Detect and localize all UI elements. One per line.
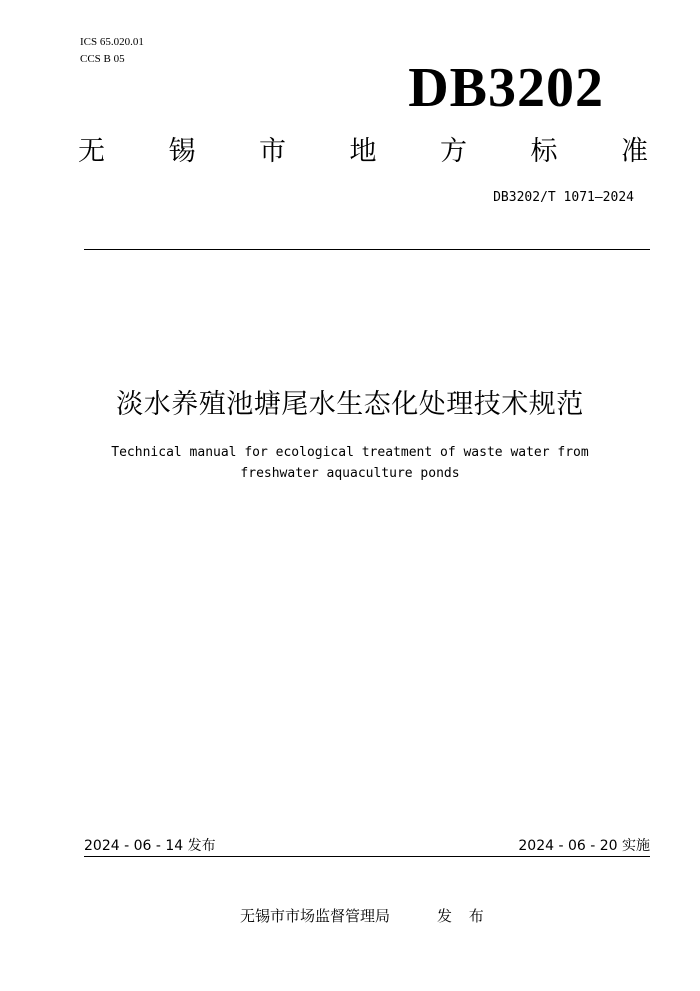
publisher: 无锡市市场监督管理局 [240, 907, 391, 925]
standard-type-char: 无 [78, 136, 105, 167]
standard-type-char: 准 [621, 136, 648, 167]
standard-type-char: 锡 [168, 136, 196, 167]
header-divider [84, 249, 650, 250]
issue-date: 2024 - 06 - 14 发布 [84, 838, 216, 854]
title-chinese: 淡水养殖池塘尾水生态化处理技术规范 [116, 389, 584, 420]
ccs-code: CCS B 05 [80, 53, 125, 65]
effective-date: 2024 - 06 - 20 实施 [518, 838, 650, 854]
ics-code: ICS 65.020.01 [80, 36, 144, 48]
standard-type-char: 标 [530, 136, 558, 167]
standard-number: DB3202/T 1071—2024 [493, 190, 634, 205]
footer-divider [84, 856, 650, 857]
standard-type-char: 方 [440, 136, 467, 167]
standard-type [78, 134, 648, 170]
classification-codes [80, 34, 144, 68]
title-english-line: Technical manual for ecological treatment of waste water from [111, 445, 589, 460]
title-english [100, 442, 600, 484]
publish-label: 发 布 [437, 907, 490, 925]
title-english-line: freshwater aquaculture ponds [240, 466, 460, 481]
standard-type-char: 市 [259, 136, 286, 167]
db-logo: DB3202 [408, 57, 604, 119]
standard-type-char: 地 [349, 136, 377, 167]
